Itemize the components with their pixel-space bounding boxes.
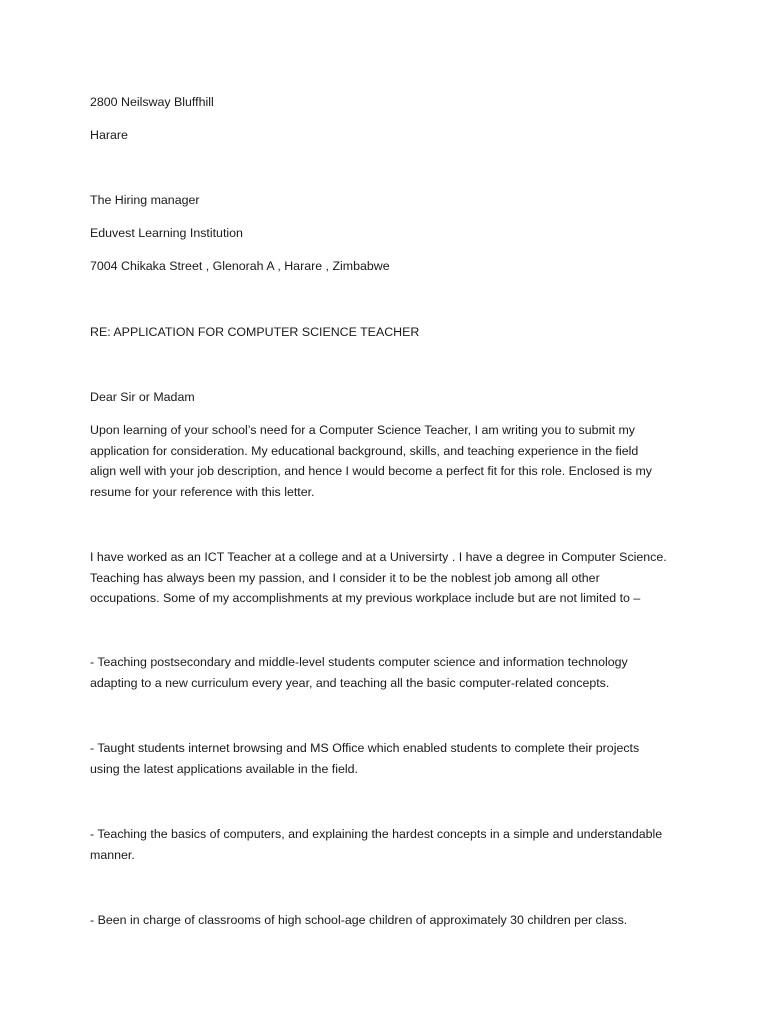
sender-street: 2800 Neilsway Bluffhill [90,95,214,109]
paragraph-line: application for consideration. My educational background, skills, and teaching experience in the field [90,443,639,458]
accomplishment-item [90,652,690,693]
accomplishment-line: - Been in charge of classrooms of high school-age children of approximately 30 children per class. [90,913,628,927]
paragraph-line: Upon learning of your school’s need for a Computer Science Teacher, I am writing you to submit my [90,423,636,437]
accomplishment-line: adapting to a new curriculum every year, and teaching all the basic computer-related concepts. [90,675,610,690]
paragraph-line: Teaching has always been my passion, and I consider it to be the noblest job among all other [90,570,600,585]
paragraph-line: align well with your job description, and hence I would become a perfect fit for this role. Enclosed is my [90,464,652,478]
accomplishment-item [90,738,690,779]
paragraph-intro [90,420,690,502]
recipient-organization: Eduvest Learning Institution [90,226,243,240]
paragraph-line: resume for your reference with this letter. [90,484,315,499]
paragraph-line: occupations. Some of my accomplishments at my previous workplace include but are not limited to – [90,591,641,605]
accomplishment-line: manner. [90,847,135,862]
recipient-address: 7004 Chikaka Street , Glenorah A , Harare , Zimbabwe [90,259,390,273]
accomplishment-line: - Teaching postsecondary and middle-level students computer science and information technology [90,655,628,669]
accomplishment-item [90,910,690,931]
salutation: Dear Sir or Madam [90,390,195,404]
recipient-title: The Hiring manager [90,193,200,207]
paragraph-line: I have worked as an ICT Teacher at a college and at a Universirty . I have a degree in Computer Science. [90,550,667,564]
accomplishment-line: using the latest applications available in the field. [90,761,358,776]
accomplishment-line: - Teaching the basics of computers, and explaining the hardest concepts in a simple and understandable [90,827,663,841]
paragraph-experience [90,547,690,609]
subject-line: RE: APPLICATION FOR COMPUTER SCIENCE TEACHER [90,325,420,339]
accomplishment-line: - Taught students internet browsing and MS Office which enabled students to complete their projects [90,741,640,755]
sender-city: Harare [90,128,128,142]
accomplishment-item [90,824,690,865]
